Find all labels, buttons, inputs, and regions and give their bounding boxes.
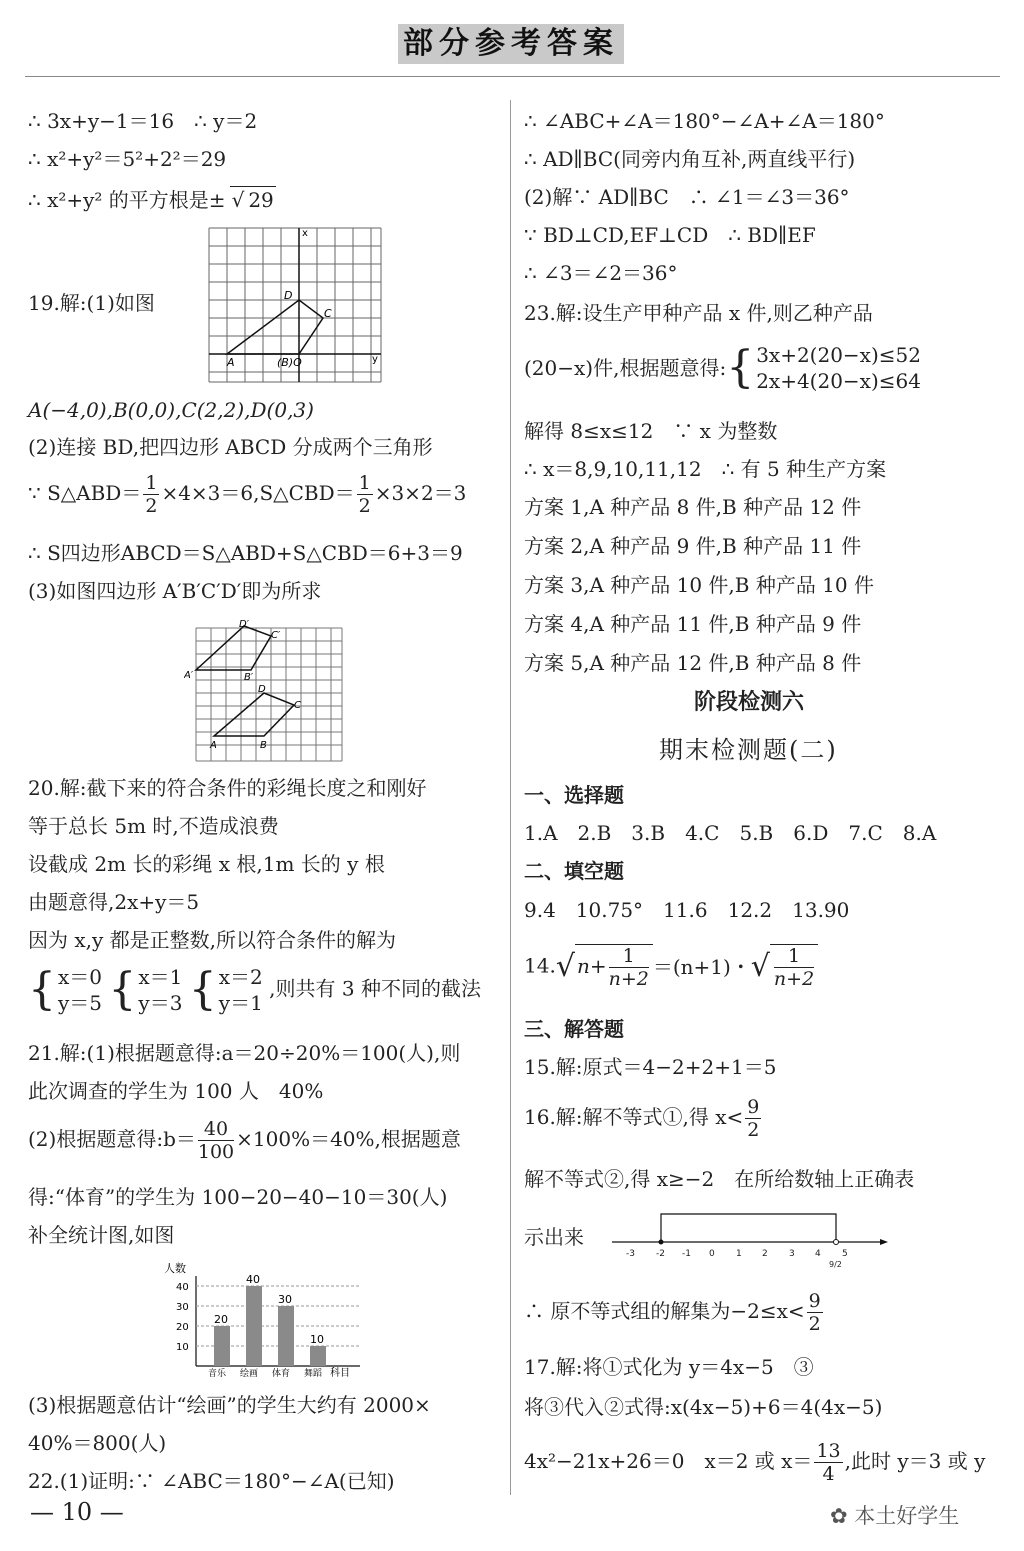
- plan-2: 方案 2,A 种产品 9 件,B 种产品 11 件: [524, 534, 862, 558]
- quadrilateral-prime: [196, 626, 271, 670]
- page-number: — 10 —: [30, 1498, 124, 1526]
- chart-data-label: 30: [278, 1293, 292, 1306]
- chart-ylabel: 人数: [164, 1262, 186, 1275]
- point-label: D′: [239, 619, 249, 630]
- svg-text:0: 0: [709, 1249, 715, 1259]
- plan-1: 方案 1,A 种产品 8 件,B 种产品 12 件: [524, 495, 862, 519]
- chart-category-label: 舞蹈: [304, 1369, 323, 1379]
- chart-bar: [278, 1306, 294, 1366]
- chart-y-tick: 30: [176, 1302, 189, 1313]
- q23: 23.解:设生产甲种产品 x 件,则乙种产品: [524, 301, 873, 325]
- open-point: [834, 1240, 839, 1245]
- point-label: (B)O: [277, 356, 302, 369]
- chart-category-label: 绘画: [240, 1369, 259, 1379]
- q19-area-line: ∵ S△ABD＝ $\frac{1}{2}$ ×4×3＝6,S△CBD＝ $\frac{1}{2}$ ×3×2＝3: [28, 472, 467, 517]
- choice-answers: 1.A 2.B 3.B 4.C 5.B 6.D 7.C 8.A: [524, 821, 937, 845]
- chart-category-label: 音乐: [208, 1369, 227, 1379]
- line: 解不等式②,得 x≥−2 在所给数轴上正确表: [524, 1167, 915, 1191]
- line: 补全统计图,如图: [28, 1223, 175, 1247]
- point-label: B′: [244, 672, 254, 683]
- axis-label: x: [302, 228, 308, 239]
- point-label: C′: [271, 630, 281, 641]
- line: ∴ 3x+y−1＝16 ∴ y＝2: [28, 109, 258, 133]
- column-divider: [510, 100, 511, 1495]
- svg-text:1: 1: [736, 1249, 742, 1259]
- point-label: C: [294, 700, 301, 711]
- section-heading-fill: 二、填空题: [524, 859, 624, 883]
- quadrilateral-abcd: [227, 300, 323, 354]
- chart-category-label: 体育: [272, 1369, 291, 1379]
- svg-text:2: 2: [762, 1249, 768, 1259]
- line: ∴ x²+y² 的平方根是± √ 29: [28, 188, 274, 212]
- point-label: D: [284, 289, 293, 302]
- watermark: ✿ 本土好学生: [830, 1504, 960, 1528]
- section-heading-solve: 三、解答题: [524, 1017, 624, 1041]
- line: 由题意得,2x+y＝5: [28, 890, 200, 914]
- number-line: [608, 1206, 890, 1270]
- arrow-icon: [880, 1239, 888, 1245]
- q19-part2: (2)连接 BD,把四边形 ABCD 分成两个三角形: [28, 435, 433, 459]
- solution-bracket: [661, 1214, 836, 1242]
- q21-part2: (2)根据题意得:b＝ $\frac{40}{100}$ ×100%＝40%,根据题意: [28, 1118, 461, 1163]
- chart-y-tick: 20: [176, 1322, 189, 1333]
- svg-text:4: 4: [815, 1249, 821, 1259]
- svg-text:-1: -1: [682, 1249, 691, 1259]
- section-title: 阶段检测六: [694, 690, 805, 715]
- svg-text:3: 3: [789, 1249, 795, 1259]
- q19-coords: A(−4,0),B(0,0),C(2,2),D(0,3): [28, 398, 314, 422]
- point-label: B: [260, 740, 267, 751]
- q21: 21.解:(1)根据题意得:a＝20÷20%＝100(人),则: [28, 1041, 461, 1065]
- line: (2)解∵ AD∥BC ∴ ∠1＝∠3＝36°: [524, 185, 850, 209]
- fill-answers: 9.4 10.75° 11.6 12.2 13.90: [524, 898, 850, 922]
- line: 得:“体育”的学生为 100−20−40−10＝30(人): [28, 1185, 448, 1209]
- q21-part3: (3)根据题意估计“绘画”的学生大约有 2000×: [28, 1393, 431, 1417]
- q19-part3: (3)如图四边形 A′B′C′D′即为所求: [28, 579, 322, 603]
- line: 设截成 2m 长的彩绳 x 根,1m 长的 y 根: [28, 852, 385, 876]
- closed-point: [659, 1240, 664, 1245]
- q20: 20.解:截下来的符合条件的彩绳长度之和刚好: [28, 776, 427, 800]
- line: 40%＝800(人): [28, 1431, 167, 1455]
- axis-label: y: [372, 354, 378, 365]
- plan-5: 方案 5,A 种产品 12 件,B 种产品 8 件: [524, 651, 862, 675]
- chart-y-tick: 40: [176, 1282, 189, 1293]
- plan-4: 方案 4,A 种产品 11 件,B 种产品 9 件: [524, 612, 862, 636]
- q14: 14.√ n+ $\frac{1}{n+2}$ ＝(n+1)・√ $\frac{1}{n+2}$: [524, 944, 818, 990]
- line: 解得 8≤x≤12 ∵ x 为整数: [524, 419, 778, 443]
- line: 示出来: [524, 1225, 584, 1249]
- coordinate-grid-1: [207, 226, 383, 384]
- chart-y-tick: 10: [176, 1342, 189, 1353]
- q22: 22.(1)证明:∵ ∠ABC＝180°−∠A(已知): [28, 1469, 395, 1493]
- coordinate-grid-2: [184, 618, 344, 763]
- exam-title: 期末检测题(二): [659, 736, 838, 764]
- q16-solution: ∴ 原不等式组的解集为−2≤x< $\frac{9}{2}$: [524, 1290, 821, 1335]
- line: ∴ x²+y²＝5²+2²＝29: [28, 147, 227, 171]
- line: ∴ ∠ABC+∠A＝180°−∠A+∠A＝180°: [524, 109, 885, 133]
- wechat-icon: ✿: [830, 1504, 855, 1528]
- line: ∴ ∠3＝∠2＝36°: [524, 261, 678, 285]
- chart-data-label: 20: [214, 1313, 228, 1326]
- point-label: A: [227, 356, 235, 369]
- line: ∴ AD∥BC(同旁内角互补,两直线平行): [524, 147, 856, 171]
- line: 因为 x,y 都是正整数,所以符合条件的解为: [28, 928, 397, 952]
- point-label: C: [324, 307, 332, 320]
- line: 等于总长 5m 时,不造成浪费: [28, 814, 279, 838]
- point-label: A: [210, 740, 217, 751]
- chart-bar: [246, 1286, 262, 1366]
- page-header-title: 部分参考答案: [398, 24, 624, 64]
- svg-text:-3: -3: [626, 1249, 635, 1259]
- q15: 15.解:原式＝4−2+2+1＝5: [524, 1055, 777, 1079]
- chart-bar: [310, 1346, 326, 1366]
- chart-xlabel: 科目: [330, 1368, 350, 1379]
- q16: 16.解:解不等式①,得 x< $\frac{9}{2}$: [524, 1096, 760, 1141]
- header-rule: [25, 76, 1000, 77]
- section-heading-choice: 一、选择题: [524, 783, 624, 807]
- svg-text:9/2: 9/2: [829, 1260, 842, 1269]
- svg-text:-2: -2: [656, 1249, 665, 1259]
- q23-system: (20−x)件,根据题意得:{ 3x+2(20−x)≤52 2x+4(20−x)≤64: [524, 342, 921, 393]
- plan-3: 方案 3,A 种产品 10 件,B 种产品 10 件: [524, 573, 874, 597]
- bar-chart: [160, 1262, 370, 1382]
- line: 此次调查的学生为 100 人 40%: [28, 1079, 324, 1103]
- q19-total-area: ∴ S四边形ABCD＝S△ABD+S△CBD＝6+3＝9: [28, 541, 463, 565]
- point-label: A′: [184, 670, 194, 681]
- svg-text:5: 5: [842, 1249, 848, 1259]
- chart-bar: [214, 1326, 230, 1366]
- point-label: D: [258, 684, 266, 695]
- q19: 19.解:(1)如图: [28, 291, 155, 315]
- line: ∵ BD⊥CD,EF⊥CD ∴ BD∥EF: [524, 223, 816, 247]
- line: ∴ x＝8,9,10,11,12 ∴ 有 5 种生产方案: [524, 457, 887, 481]
- q17: 17.解:将①式化为 y＝4x−5 ③: [524, 1355, 814, 1379]
- q17-line3: 4x²−21x+26＝0 x＝2 或 x＝ $\frac{13}{4}$ ,此时 y＝3 或 y: [524, 1440, 986, 1485]
- line: 将③代入②式得:x(4x−5)+6＝4(4x−5): [524, 1395, 883, 1419]
- chart-data-label: 10: [310, 1333, 324, 1346]
- q20-solutions: { x＝0 y＝5 { x＝1 y＝3 { x＝2 y＝1 ,则共有 3 种不同的截法: [28, 964, 481, 1015]
- chart-data-label: 40: [246, 1273, 260, 1286]
